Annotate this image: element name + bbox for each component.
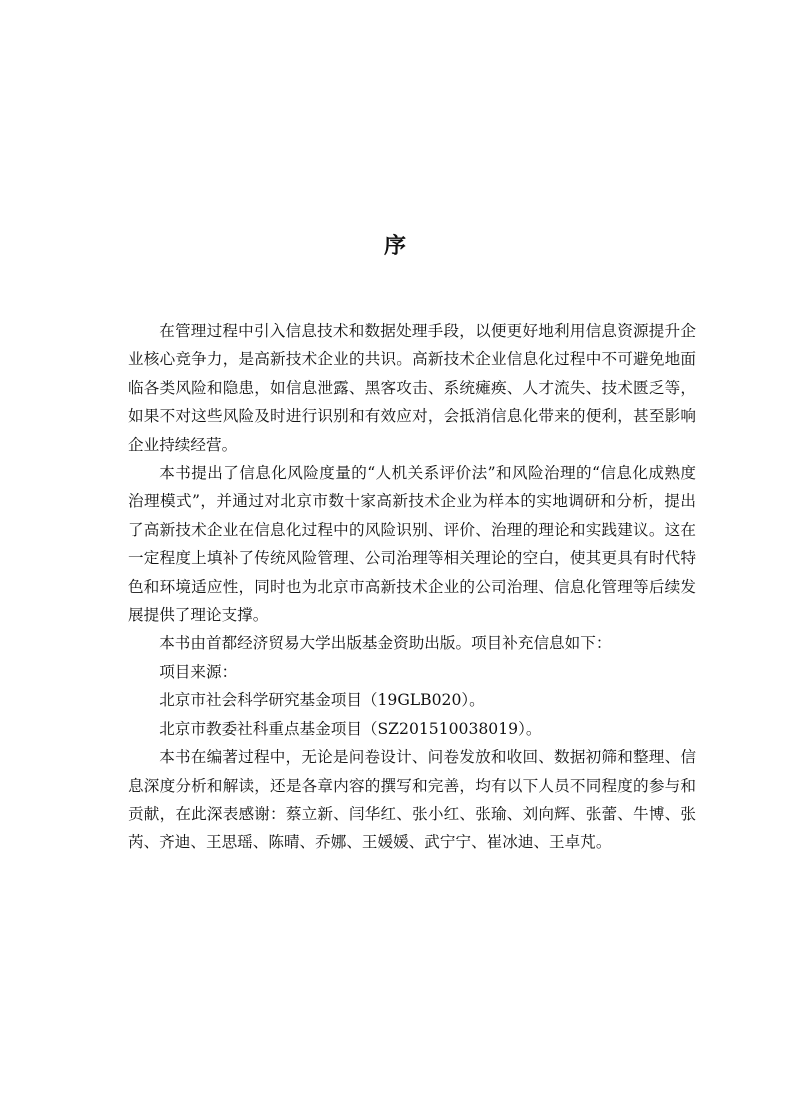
paragraph-funding: 本书由首都经济贸易大学出版基金资助出版。项目补充信息如下： [159, 634, 612, 653]
page-title: 序 [383, 234, 406, 259]
paragraph-intro: 在管理过程中引入信息技术和数据处理手段，以便更好地利用信息资源提升企业核心竞争力，是高新技术企业的共识。高新技术企业信息化过程中不可避免地面临各类风险和隐患，如信息泄露、黑客攻击、系统瘫痪、人才流失、技术匮乏等，如果不对这些风险及时进行识别和有效应对，会抵消信息化带来的便利，甚至影响企业持续经营。 [128, 322, 696, 454]
preface-body [128, 317, 696, 857]
paragraph-book-summary: 本书提出了信息化风险度量的“人机关系评价法”和风险治理的“信息化成熟度治理模式”，并通过对北京市数十家高新技术企业为样本的实地调研和分析，提出了高新技术企业在信息化过程中的风险识别、评价、治理的理论和实践建议。这在一定程度上填补了传统风险管理、公司治理等相关理论的空白，使其更具有时代特色和环境适应性，同时也为北京市高新技术企业的公司治理、信息化管理等后续发展提供了理论支撑。 [128, 464, 696, 625]
paragraph-project-2: 北京市教委社科重点基金项目（SZ201510038019）。 [159, 719, 542, 738]
paragraph-acknowledgements: 本书在编著过程中，无论是问卷设计、问卷发放和收回、数据初筛和整理、信息深度分析和解读，还是各章内容的撰写和完善，均有以下人员不同程度的参与和贡献，在此深表感谢：蔡立新、闫华红、张小红、张瑜、刘向辉、张蕾、牛博、张芮、齐迪、王思瑶、陈晴、乔娜、王媛媛、武宁宁、崔冰迪、王卓芃。 [128, 748, 696, 852]
paragraph-project-1: 北京市社会科学研究基金项目（19GLB020）。 [159, 691, 485, 710]
paragraph-project-source-label: 项目来源： [159, 662, 238, 681]
